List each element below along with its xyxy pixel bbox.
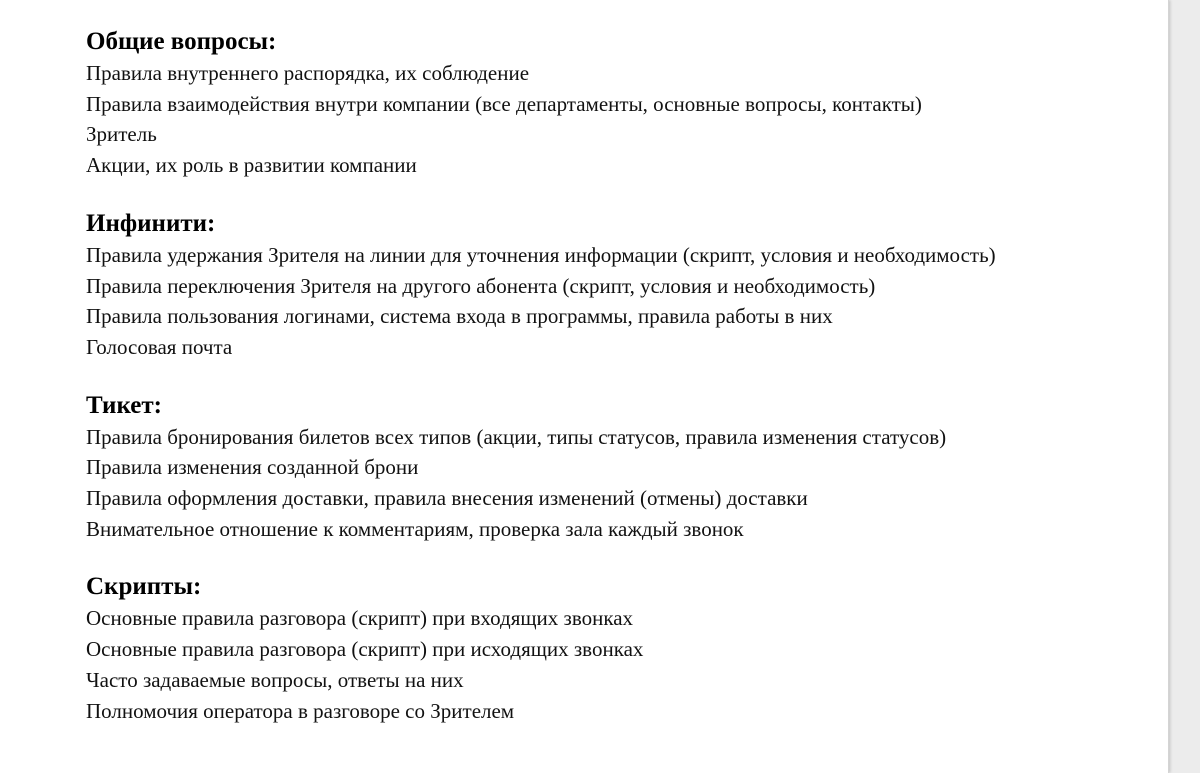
text-line: Основные правила разговора (скрипт) при входящих звонках: [86, 606, 634, 631]
text-line: Акции, их роль в развитии компании: [86, 153, 417, 178]
section-infiniti: [86, 208, 1146, 363]
section-scripts: [86, 571, 1146, 726]
section-ticket: [86, 390, 1146, 545]
section-heading: Тикет:: [86, 391, 162, 419]
text-line: Правила бронирования билетов всех типов (акции, типы статусов, правила изменения статусов): [86, 424, 947, 449]
section-heading: Общие вопросы:: [86, 28, 277, 55]
text-line: Полномочия оператора в разговоре со Зрителем: [86, 698, 515, 723]
text-line: Внимательное отношение к комментариям, проверка зала каждый звонок: [86, 516, 744, 541]
text-line: Правила удержания Зрителя на линии для уточнения информации (скрипт, условия и необходимость): [86, 242, 996, 267]
text-line: Голосовая почта: [86, 334, 233, 359]
document-body: [86, 26, 1146, 753]
text-line: Основные правила разговора (скрипт) при исходящих звонках: [86, 637, 644, 662]
text-line: Правила пользования логинами, система входа в программы, правила работы в них: [86, 304, 833, 329]
text-line: Правила внутреннего распорядка, их соблюдение: [86, 61, 530, 85]
text-line: Правила оформления доставки, правила внесения изменений (отмены) доставки: [86, 486, 808, 511]
text-line: Правила переключения Зрителя на другого абонента (скрипт, условия и необходимость): [86, 273, 876, 298]
text-line: Часто задаваемые вопросы, ответы на них: [86, 667, 464, 692]
section-heading: Инфинити:: [86, 209, 216, 237]
text-line: Зритель: [86, 122, 157, 147]
text-line: Правила изменения созданной брони: [86, 455, 419, 480]
section-general-questions: [86, 26, 1146, 181]
section-heading: Скрипты:: [86, 573, 202, 601]
text-line: Правила взаимодействия внутри компании (все департаменты, основные вопросы, контакты): [86, 91, 922, 116]
